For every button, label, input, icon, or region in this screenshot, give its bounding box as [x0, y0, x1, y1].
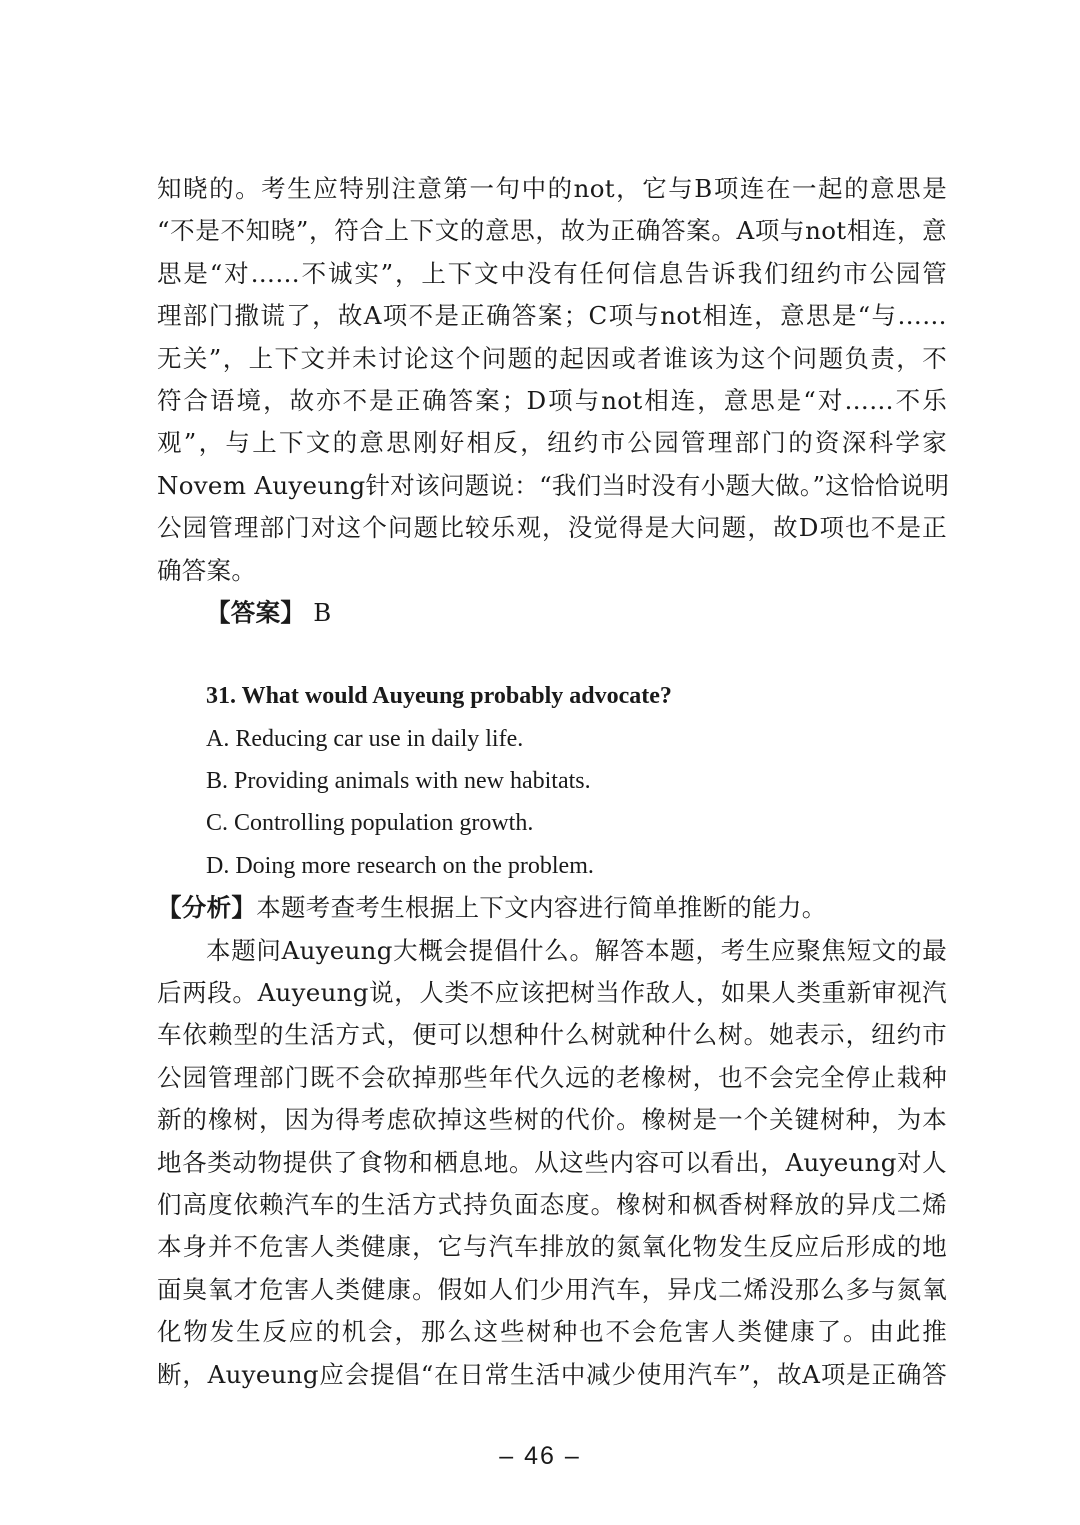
answer-line	[157, 592, 947, 634]
text-line: “不是不知晓”，符合上下文的意思，故为正确答案。A项与not相连，意	[157, 216, 947, 246]
answer-value: B	[313, 597, 332, 627]
text-line: 确答案。	[157, 555, 257, 585]
answer-label: 【答案】	[206, 597, 306, 627]
analysis-line	[157, 887, 947, 929]
question-title: 31. What would Auyeung probably advocate?	[206, 683, 672, 710]
text-line: Novem Auyeung针对该问题说：“我们当时没有小题大做。”这恰恰说明	[157, 470, 950, 500]
option-b: B. Providing animals with new habitats.	[206, 768, 591, 795]
option-d: D. Doing more research on the problem.	[206, 852, 594, 879]
text-line: 车依赖型的生活方式，便可以想种什么树就种什么树。她表示，纽约市	[157, 1020, 947, 1050]
text-line: 本题问Auyeung大概会提倡什么。解答本题，考生应聚焦短文的最	[206, 935, 947, 965]
analysis-label: 【分析】	[157, 893, 257, 923]
text-line: 思是“对……不诚实”，上下文中没有任何信息告诉我们纽约市公园管	[157, 258, 947, 288]
text-line: 知晓的。考生应特别注意第一句中的not，它与B项连在一起的意思是	[157, 174, 947, 203]
text-line: 们高度依赖汽车的生活方式持负面态度。橡树和枫香树释放的异戊二烯	[157, 1189, 947, 1219]
explanation-30	[157, 168, 950, 634]
text-line: 公园管理部门既不会砍掉那些年代久远的老橡树，也不会完全停止栽种	[157, 1062, 947, 1092]
analysis-text: 本题考查考生根据上下文内容进行简单推断的能力。	[256, 893, 827, 923]
option-a: A. Reducing car use in daily life.	[206, 725, 524, 752]
section-gap	[157, 634, 947, 675]
text-line: 无关”，上下文并未讨论这个问题的起因或者谁该为这个问题负责，不	[157, 343, 947, 373]
text-line: 公园管理部门对这个问题比较乐观，没觉得是大问题，故D项也不是正	[157, 513, 947, 543]
text-line: 后两段。Auyeung说，人类不应该把树当作敌人，如果人类重新审视汽	[157, 978, 947, 1008]
option-c: C. Controlling population growth.	[206, 810, 534, 837]
text-line: 符合语境，故亦不是正确答案；D项与not相连，意思是“对……不乐	[157, 385, 947, 415]
page-number: – 46 –	[499, 1442, 581, 1470]
page-body	[157, 168, 950, 1396]
text-line: 断，Auyeung应会提倡“在日常生活中减少使用汽车”，故A项是正确答	[157, 1359, 947, 1389]
text-line: 地各类动物提供了食物和栖息地。从这些内容可以看出，Auyeung对人	[157, 1147, 947, 1177]
text-line: 面臭氧才危害人类健康。假如人们少用汽车，异戊二烯没那么多与氮氧	[157, 1274, 947, 1304]
text-line: 观”，与上下文的意思刚好相反，纽约市公园管理部门的资深科学家	[157, 428, 947, 458]
text-line: 理部门撒谎了，故A项不是正确答案；C项与not相连，意思是“与……	[157, 301, 947, 331]
text-line: 新的橡树，因为得考虑砍掉这些树的代价。橡树是一个关键树种，为本	[157, 1105, 947, 1135]
question-31	[157, 675, 947, 1396]
text-line: 化物发生反应的机会，那么这些树种也不会危害人类健康了。由此推	[157, 1317, 947, 1347]
text-line: 本身并不危害人类健康，它与汽车排放的氮氧化物发生反应后形成的地	[157, 1232, 947, 1262]
